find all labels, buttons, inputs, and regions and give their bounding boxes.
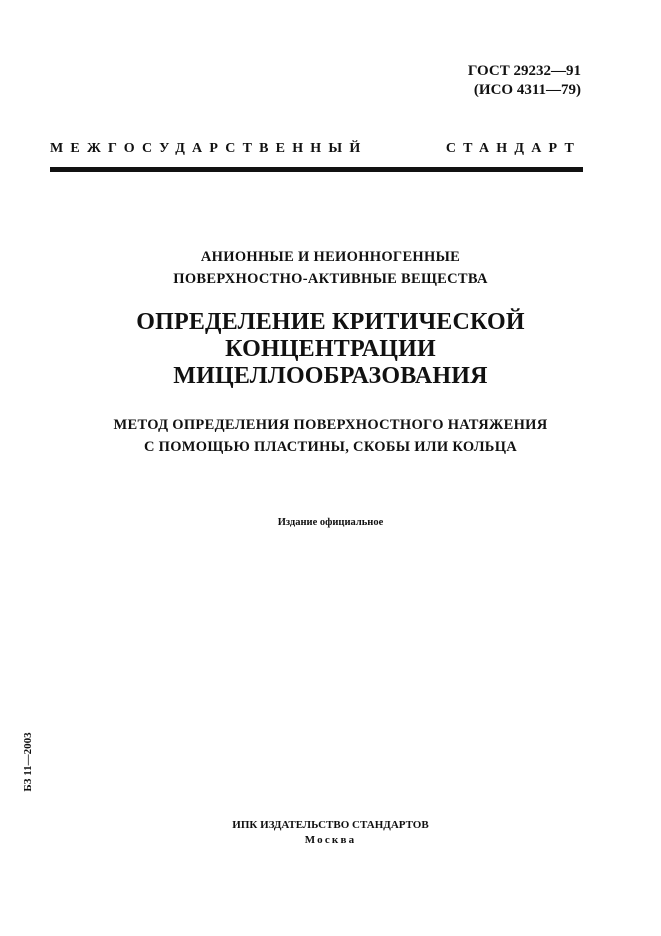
publisher-city: Москва [304, 834, 357, 846]
title-line: МИЦЕЛЛООБРАЗОВАНИЯ [173, 363, 488, 389]
standard-word: СТАНДАРТ [445, 141, 581, 156]
side-catalog-code: БЗ 11—2003 [22, 732, 34, 792]
subject-heading [0, 246, 661, 290]
edition-note: Издание официальное [277, 517, 384, 528]
title-line: ОПРЕДЕЛЕНИЕ КРИТИЧЕСКОЙ [136, 309, 525, 335]
publisher-name: ИПК ИЗДАТЕЛЬСТВО СТАНДАРТОВ [232, 819, 429, 831]
document-title [0, 309, 661, 390]
iso-number: (ИСО 4311—79) [473, 82, 581, 98]
heading-rule [50, 167, 583, 172]
interstate-standard-heading [50, 141, 581, 157]
method-line: МЕТОД ОПРЕДЕЛЕНИЯ ПОВЕРХНОСТНОГО НАТЯЖЕНИЯ [113, 417, 548, 433]
method-line: С ПОМОЩЬЮ ПЛАСТИНЫ, СКОБЫ ИЛИ КОЛЬЦА [143, 439, 518, 455]
subject-line: АНИОННЫЕ И НЕИОННОГЕННЫЕ [200, 249, 461, 265]
title-line: КОНЦЕНТРАЦИИ [225, 336, 436, 362]
interstate-word: МЕЖГОСУДАРСТВЕННЫЙ [50, 141, 368, 156]
method-subtitle [0, 414, 661, 458]
standard-designation [468, 62, 581, 100]
publisher-block [0, 818, 661, 848]
gost-number: ГОСТ 29232—91 [467, 63, 581, 79]
subject-line: ПОВЕРХНОСТНО-АКТИВНЫЕ ВЕЩЕСТВА [173, 271, 488, 287]
